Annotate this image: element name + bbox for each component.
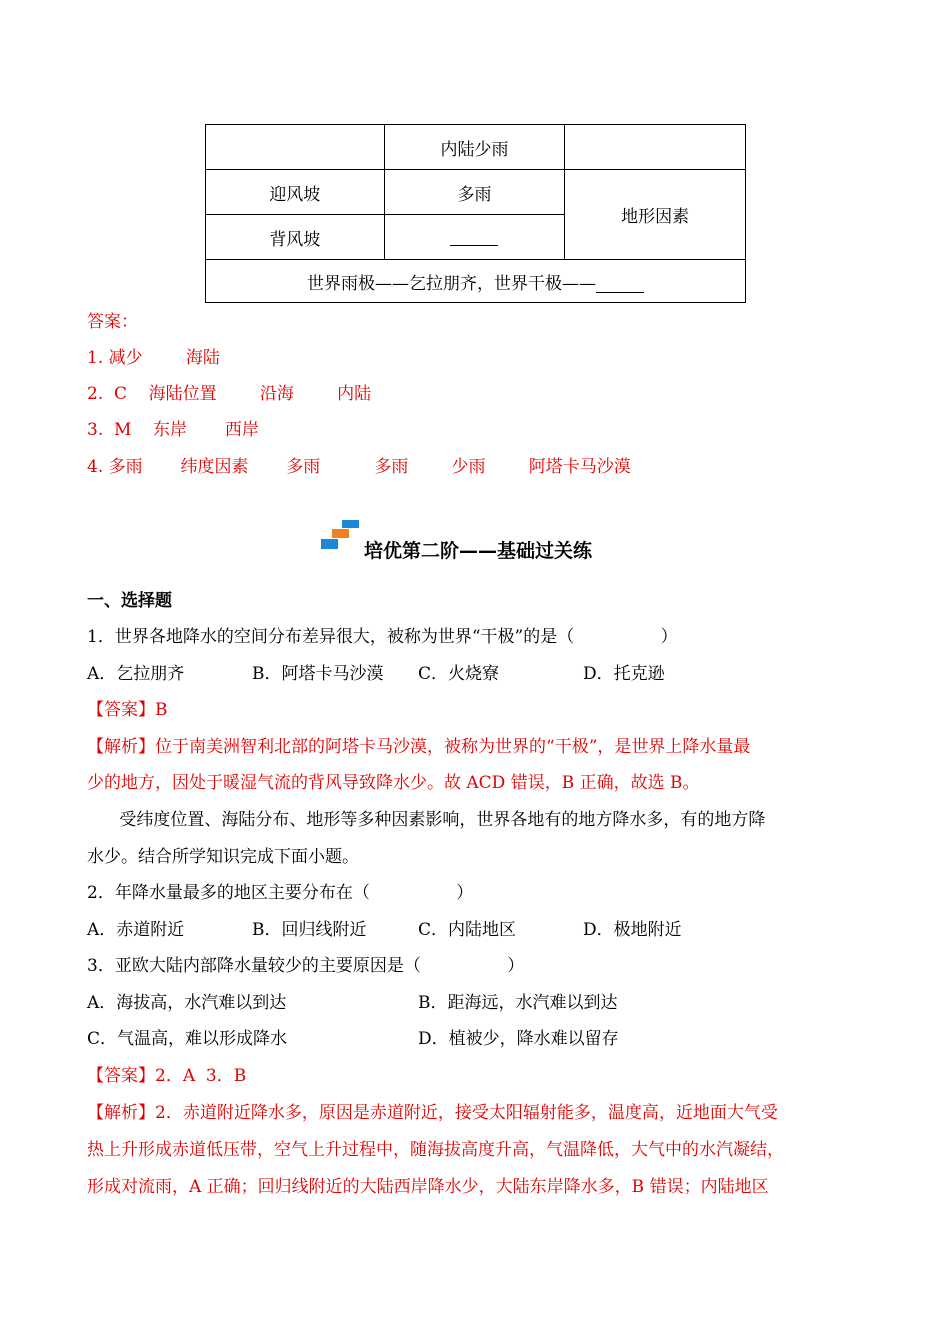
q1-option-b: B．阿塔卡马沙漠 bbox=[252, 664, 384, 684]
answer-line: 1. 减少 海陆 bbox=[87, 348, 220, 368]
section-heading: 培优第二阶——基础过关练 bbox=[364, 540, 593, 562]
question-2-stem: 2．年降水量最多的地区主要分布在（ ） bbox=[87, 883, 474, 903]
fill-blank bbox=[596, 274, 644, 293]
answer-line: 4. 多雨 纬度因素 多雨 多雨 少雨 阿塔卡马沙漠 bbox=[87, 457, 631, 477]
q2-option-a: A．赤道附近 bbox=[87, 920, 185, 940]
table-cell: 多雨 bbox=[384, 170, 565, 215]
q3-option-c: C．气温高，难以形成降水 bbox=[87, 1029, 288, 1049]
q1-analysis: 【解析】位于南美洲智利北部的阿塔卡马沙漠，被称为世界的“干极”，是世界上降水量最 bbox=[87, 737, 751, 757]
table-cell-empty bbox=[206, 125, 385, 170]
fill-blank bbox=[450, 227, 498, 246]
question-1-stem: 1．世界各地降水的空间分布差异很大，被称为世界“干极”的是（ ） bbox=[87, 627, 678, 647]
table-cell-empty bbox=[565, 125, 746, 170]
q1-analysis: 少的地方，因处于暖湿气流的背风导致降水少。故 ACD 错误，B 正确，故选 B。 bbox=[87, 773, 700, 793]
answer-line: 3. M 东岸 西岸 bbox=[87, 420, 259, 440]
q3-option-a: A．海拔高，水汽难以到达 bbox=[87, 993, 287, 1013]
table-cell: 背风坡 bbox=[206, 215, 385, 260]
q23-answer: 【答案】2．A 3．B bbox=[87, 1066, 247, 1086]
q23-analysis: 热上升形成赤道低压带，空气上升过程中，随海拔高度升高，气温降低，大气中的水汽凝结， bbox=[87, 1140, 784, 1160]
q3-option-b: B．距海远，水汽难以到达 bbox=[418, 993, 618, 1013]
section-logo-icon bbox=[320, 520, 360, 552]
intro-text: 受纬度位置、海陆分布、地形等多种因素影响，世界各地有的地方降水多，有的地方降 bbox=[87, 810, 766, 830]
table-cell bbox=[206, 260, 746, 303]
q23-analysis: 【解析】2．赤道附近降水多，原因是赤道附近，接受太阳辐射能多，温度高，近地面大气受 bbox=[87, 1103, 778, 1123]
q2-option-d: D．极地附近 bbox=[583, 920, 682, 940]
intro-text: 水少。结合所学知识完成下面小题。 bbox=[87, 847, 359, 867]
table-cell: 地形因素 bbox=[565, 170, 746, 260]
q1-option-c: C．火烧寮 bbox=[418, 664, 500, 684]
q2-option-b: B．回归线附近 bbox=[252, 920, 367, 940]
section-one-title: 一、选择题 bbox=[87, 591, 172, 611]
q23-analysis: 形成对流雨，A 正确；回归线附近的大陆西岸降水少，大陆东岸降水多，B 错误；内陆地区 bbox=[87, 1177, 769, 1197]
table-cell: 内陆少雨 bbox=[384, 125, 565, 170]
table-row-text: 世界雨极——乞拉朋齐，世界干极—— bbox=[307, 273, 596, 294]
q1-answer: 【答案】B bbox=[87, 700, 168, 720]
q3-option-d: D．植被少，降水难以留存 bbox=[418, 1029, 619, 1049]
question-3-stem: 3．亚欧大陆内部降水量较少的主要原因是（ ） bbox=[87, 956, 525, 976]
q1-option-d: D．托克逊 bbox=[583, 664, 665, 684]
answer-line: 2. C 海陆位置 沿海 内陆 bbox=[87, 384, 372, 404]
precipitation-table bbox=[205, 124, 746, 303]
answers-title: 答案： bbox=[87, 312, 138, 332]
table-cell-blank bbox=[384, 215, 565, 260]
table-cell: 迎风坡 bbox=[206, 170, 385, 215]
q1-option-a: A．乞拉朋齐 bbox=[87, 664, 185, 684]
q2-option-c: C．内陆地区 bbox=[418, 920, 517, 940]
